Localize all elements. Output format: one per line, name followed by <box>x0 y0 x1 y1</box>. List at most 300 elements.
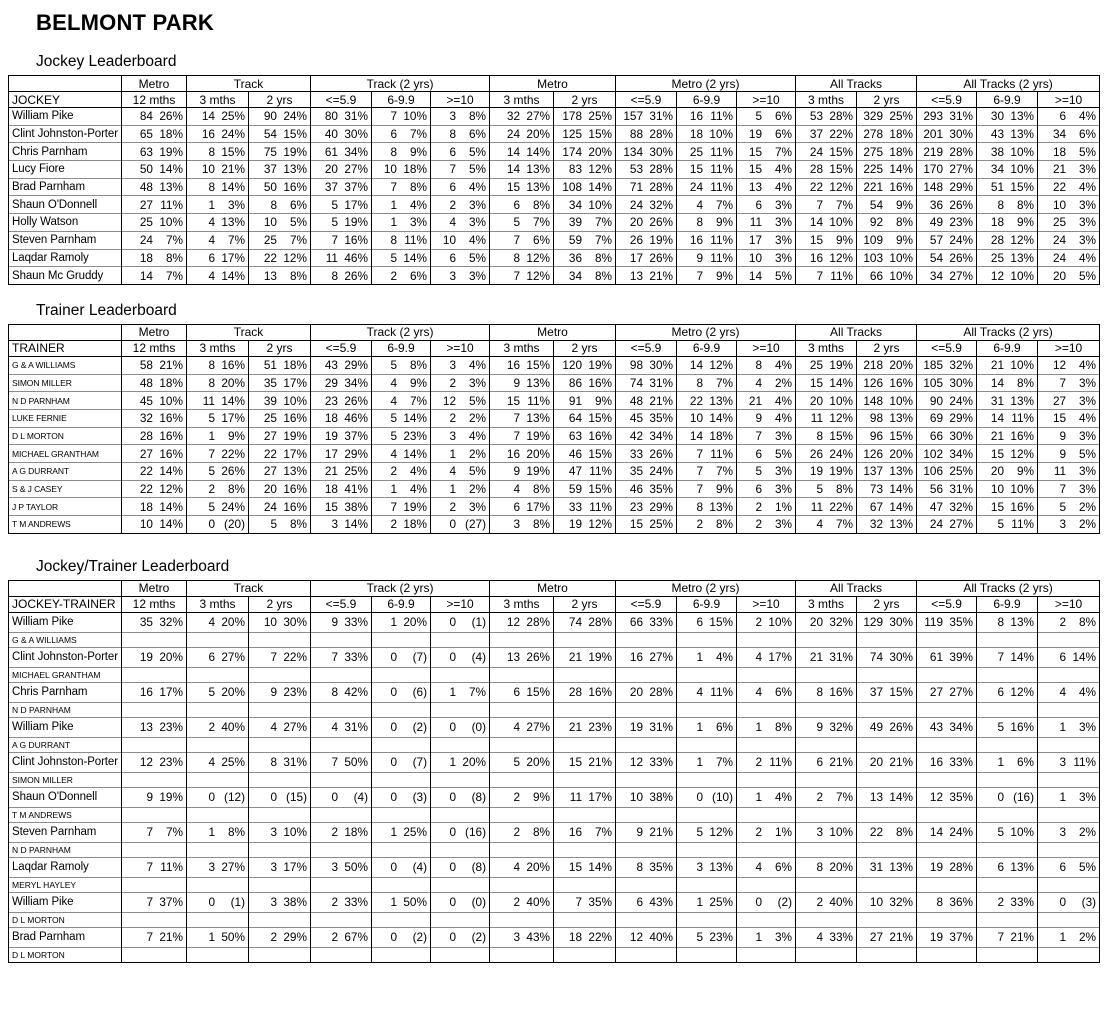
stat-count: 37 <box>869 685 884 700</box>
stat-count: 1 <box>449 446 457 461</box>
stat-count: 2 <box>513 895 521 910</box>
stat-cell <box>1038 822 1100 842</box>
stat-count: 1 <box>208 825 215 840</box>
stat-cell <box>857 214 917 232</box>
empty-cell <box>737 667 796 682</box>
stat-pct: 28% <box>949 144 974 159</box>
empty-cell <box>616 877 677 892</box>
table-row <box>9 196 1100 214</box>
stat-cell <box>677 647 737 667</box>
stat-pct: 31% <box>283 755 307 770</box>
stat-count: 24 <box>1052 250 1067 265</box>
stat-pct: 16% <box>344 233 368 248</box>
stat-count: 1 <box>755 720 763 735</box>
stat-count: 3 <box>449 428 457 443</box>
stat-pct: 3% <box>409 215 427 230</box>
stat-pct: 11% <box>589 464 613 479</box>
stat-cell <box>187 143 249 161</box>
stat-count: 5 <box>816 482 824 497</box>
stat-cell <box>977 161 1038 179</box>
jockey-trainer-leaderboard-table <box>8 580 1100 963</box>
stat-pct: 19% <box>283 144 307 159</box>
stat-count: 3 <box>270 895 277 910</box>
stat-count: 20 <box>1052 268 1067 283</box>
stat-cell <box>616 125 677 143</box>
stat-cell <box>796 498 857 516</box>
stat-cell <box>677 787 737 807</box>
stat-pct: 5% <box>468 144 487 159</box>
stat-cell <box>372 717 431 737</box>
stat-cell <box>737 822 796 842</box>
stat-count: 7 <box>816 197 824 212</box>
stat-cell <box>490 214 554 232</box>
group-header-metro: Metro <box>122 76 187 92</box>
stat-cell <box>616 427 677 445</box>
stat-count: 3 <box>270 860 277 875</box>
stat-cell <box>857 231 917 249</box>
stat-count: 16 <box>689 233 704 248</box>
stat-pct: 9% <box>1016 464 1035 479</box>
stat-count: 5 <box>997 720 1005 735</box>
stat-cell <box>311 108 372 126</box>
stat-pct: 7% <box>532 215 551 230</box>
stat-cell <box>431 682 490 702</box>
stat-count: 39 <box>263 393 277 408</box>
table-row <box>9 857 1100 877</box>
stat-count: 5 <box>696 825 704 840</box>
stat-cell <box>490 682 554 702</box>
stat-cell <box>796 178 857 196</box>
stat-count: 1 <box>755 790 763 805</box>
stat-pct: 4% <box>1079 358 1097 373</box>
stat-pct: 13% <box>526 411 551 426</box>
stat-cell <box>372 822 431 842</box>
empty-cell <box>737 912 796 927</box>
stat-cell <box>737 356 796 374</box>
stat-count: 46 <box>568 446 583 461</box>
stat-count: 16 <box>689 109 704 124</box>
stat-pct: 12% <box>1010 233 1035 248</box>
stat-count: 185 <box>923 358 944 373</box>
stat-cell <box>857 717 917 737</box>
stat-pct: 20% <box>889 358 914 373</box>
stat-pct: 20% <box>829 860 854 875</box>
empty-cell <box>857 737 917 752</box>
table-row <box>9 892 1100 912</box>
stat-pct: 3% <box>774 250 793 265</box>
stat-pct: 2% <box>1079 499 1097 514</box>
stat-pct: 15% <box>588 411 613 426</box>
stat-count: 53 <box>629 162 644 177</box>
stat-count: 10 <box>1052 197 1067 212</box>
stat-cell <box>431 822 490 842</box>
stat-cell <box>372 356 431 374</box>
stat-count: 58 <box>139 358 153 373</box>
stat-pct: 21% <box>1010 930 1035 945</box>
stat-cell <box>1038 857 1100 877</box>
empty-cell <box>796 737 857 752</box>
stat-cell <box>311 498 372 516</box>
stat-pct: 4% <box>774 180 793 195</box>
stat-pct: 11% <box>710 685 734 700</box>
sub-row-trainer-name: A G DURRANT <box>9 737 122 752</box>
stat-count: 2 <box>331 895 338 910</box>
stat-count: 24 <box>929 517 944 532</box>
stat-count: 18 <box>139 250 153 265</box>
stat-pct: 30% <box>283 615 307 630</box>
stat-count: 28 <box>809 162 824 177</box>
stat-count: 8 <box>449 127 457 142</box>
stat-count: 28 <box>990 233 1005 248</box>
stat-count: 1 <box>390 825 397 840</box>
stat-count: 19 <box>139 650 153 665</box>
stat-pct: 19% <box>403 499 427 514</box>
stat-count: 15 <box>689 162 704 177</box>
stat-cell <box>122 787 187 807</box>
empty-cell <box>187 807 249 822</box>
stat-cell <box>187 409 249 427</box>
stat-cell <box>249 647 311 667</box>
stat-cell <box>249 143 311 161</box>
stat-cell <box>616 612 677 632</box>
stat-cell <box>857 445 917 463</box>
stat-cell <box>857 927 917 947</box>
stat-pct: 21% <box>221 162 245 177</box>
stat-pct: 11% <box>710 109 734 124</box>
stat-cell <box>677 427 737 445</box>
stat-count: 12 <box>629 930 644 945</box>
empty-cell <box>122 947 187 962</box>
empty-cell <box>311 912 372 927</box>
stat-cell <box>917 445 977 463</box>
stat-count: 4 <box>696 197 704 212</box>
stat-pct: 13% <box>709 393 734 408</box>
table-row <box>9 647 1100 667</box>
stat-count: 69 <box>929 411 944 426</box>
table-row <box>9 214 1100 232</box>
empty-cell <box>796 912 857 927</box>
empty-cell <box>187 702 249 717</box>
row-name: Lucy Fiore <box>9 161 122 179</box>
stat-pct: 11% <box>1011 411 1035 426</box>
stat-cell <box>490 647 554 667</box>
empty-cell <box>372 807 431 822</box>
row-name: Clint Johnston-Porter <box>9 125 122 143</box>
stat-count: 2 <box>331 930 338 945</box>
stat-count: 14 <box>689 358 704 373</box>
empty-cell <box>796 632 857 647</box>
stat-count: 15 <box>809 233 824 248</box>
empty-cell <box>796 702 857 717</box>
stat-count: 4 <box>513 720 521 735</box>
stat-cell <box>1038 249 1100 267</box>
stat-cell <box>311 612 372 632</box>
stat-cell <box>977 480 1038 498</box>
stat-cell <box>372 231 431 249</box>
stat-pct: 3% <box>774 930 793 945</box>
stat-count: 0 <box>449 825 457 840</box>
stat-count: 19 <box>629 720 644 735</box>
stat-count: 0 <box>449 790 457 805</box>
stat-pct: 28% <box>649 127 674 142</box>
stat-cell <box>187 196 249 214</box>
empty-cell <box>677 947 737 962</box>
stat-pct: 34% <box>949 720 974 735</box>
stat-count: 14 <box>990 375 1005 390</box>
stat-count: 5 <box>997 825 1005 840</box>
row-name: Brad Parnham <box>9 927 122 947</box>
stat-pct: 3% <box>468 215 487 230</box>
row-name: Clint Johnston-Porter <box>9 752 122 772</box>
stat-cell <box>187 927 249 947</box>
stat-count: 54 <box>929 250 944 265</box>
row-name: William Pike <box>9 108 122 126</box>
stat-pct: 11% <box>710 180 734 195</box>
empty-cell <box>249 842 311 857</box>
stat-pct: 7% <box>409 393 427 408</box>
stat-pct: 3% <box>774 197 793 212</box>
stat-count: 8 <box>208 375 215 390</box>
stat-count: 8 <box>636 860 644 875</box>
stat-pct: 32% <box>159 615 183 630</box>
stat-count: 134 <box>623 144 644 159</box>
stat-count: 5 <box>208 464 215 479</box>
stat-cell <box>1038 463 1100 481</box>
empty-cell <box>372 947 431 962</box>
empty-cell <box>311 632 372 647</box>
stat-cell <box>917 267 977 285</box>
stat-count: 8 <box>208 358 215 373</box>
stat-count: 4 <box>331 720 338 735</box>
row-name: MICHAEL GRANTHAM <box>9 445 122 463</box>
stat-count: 54 <box>263 127 277 142</box>
empty-cell <box>796 877 857 892</box>
stat-count: 43 <box>324 358 338 373</box>
stat-pct: 13% <box>889 464 914 479</box>
row-name: Chris Parnham <box>9 143 122 161</box>
stat-count: 27 <box>263 464 277 479</box>
column-header-6-9-9: 6-9.9 <box>977 92 1038 108</box>
stat-cell <box>1038 647 1100 667</box>
stat-count: 201 <box>923 127 944 142</box>
column-header-6-9-9: 6-9.9 <box>677 596 737 612</box>
stat-cell <box>677 445 737 463</box>
stat-cell <box>554 267 616 285</box>
empty-cell <box>187 667 249 682</box>
jockey-leaderboard-title: Jockey Leaderboard <box>36 53 177 70</box>
table-row <box>9 445 1100 463</box>
stat-pct: 33% <box>344 650 368 665</box>
stat-count: 170 <box>923 162 944 177</box>
stat-cell <box>372 196 431 214</box>
stat-count: 74 <box>568 615 583 630</box>
stat-cell <box>122 249 187 267</box>
stat-count: 6 <box>390 127 397 142</box>
stat-cell <box>977 927 1038 947</box>
stat-cell <box>122 682 187 702</box>
stat-pct: 33% <box>649 755 674 770</box>
stat-cell <box>737 927 796 947</box>
stat-pct: 21% <box>649 268 674 283</box>
stat-count: 1 <box>696 720 704 735</box>
stat-count: 65 <box>139 127 153 142</box>
empty-cell <box>796 807 857 822</box>
stat-count: 35 <box>629 464 644 479</box>
empty-cell <box>677 702 737 717</box>
row-name: N D PARNHAM <box>9 392 122 410</box>
stat-pct: 18% <box>709 428 734 443</box>
stat-pct: 7% <box>289 233 307 248</box>
stat-pct: 4% <box>1079 685 1097 700</box>
empty-cell <box>490 632 554 647</box>
stat-pct: 20% <box>462 755 487 770</box>
stat-pct: 3% <box>1079 215 1097 230</box>
stat-pct: 7% <box>227 233 245 248</box>
stat-pct: 34% <box>949 446 974 461</box>
empty-cell <box>796 842 857 857</box>
stat-count: 13 <box>629 268 644 283</box>
stat-count: 12 <box>1052 358 1067 373</box>
column-header-2-yrs: 2 yrs <box>249 340 311 356</box>
stat-pct: 13% <box>1010 860 1035 875</box>
stat-cell <box>431 143 490 161</box>
stat-cell <box>917 498 977 516</box>
stat-cell <box>737 178 796 196</box>
stat-pct: 5% <box>468 393 487 408</box>
stat-cell <box>677 178 737 196</box>
stat-pct: 11% <box>589 499 613 514</box>
stat-cell <box>616 927 677 947</box>
stat-cell <box>372 480 431 498</box>
stat-count: 129 <box>863 615 884 630</box>
stat-pct: 24% <box>221 499 245 514</box>
stat-pct: 6% <box>289 197 307 212</box>
stat-pct: 25% <box>221 109 245 124</box>
empty-cell <box>616 842 677 857</box>
stat-cell <box>796 480 857 498</box>
stat-cell <box>977 374 1038 392</box>
empty-cell <box>187 772 249 787</box>
stat-count: 54 <box>869 197 884 212</box>
empty-cell <box>616 737 677 752</box>
stat-cell <box>431 231 490 249</box>
stat-pct: 12% <box>526 250 551 265</box>
stat-pct: 28% <box>649 180 674 195</box>
stat-pct: 12% <box>709 825 734 840</box>
stat-count: 20 <box>324 162 338 177</box>
stat-cell <box>917 927 977 947</box>
stat-count: 14 <box>748 268 763 283</box>
stat-cell <box>249 480 311 498</box>
stat-count: 4 <box>449 464 457 479</box>
stat-cell <box>796 857 857 877</box>
column-header-6-9-9: 6-9.9 <box>372 340 431 356</box>
stat-pct: 31% <box>949 482 974 497</box>
name-column-header: TRAINER <box>9 340 122 356</box>
stat-cell <box>857 409 917 427</box>
stat-count: 34 <box>568 197 583 212</box>
stat-cell <box>677 752 737 772</box>
stat-pct: 7% <box>715 755 734 770</box>
stat-count: 47 <box>568 464 583 479</box>
stat-pct: 26% <box>649 250 674 265</box>
stat-count: 7 <box>390 180 397 195</box>
stat-count: 6 <box>755 446 763 461</box>
sub-row-trainer-name: T M ANDREWS <box>9 807 122 822</box>
stat-cell <box>616 214 677 232</box>
group-header-all-tracks: All Tracks <box>796 324 917 340</box>
stat-count: 20 <box>869 755 884 770</box>
stat-cell <box>917 143 977 161</box>
stat-cell <box>917 161 977 179</box>
stat-pct: 24% <box>949 233 974 248</box>
column-header-5-9: <=5.9 <box>917 92 977 108</box>
stat-pct: 2% <box>468 411 487 426</box>
stat-cell <box>857 427 917 445</box>
stat-count: 7 <box>513 233 521 248</box>
stat-cell <box>122 612 187 632</box>
stat-pct: (4) <box>412 860 427 875</box>
empty-cell <box>122 702 187 717</box>
stat-count: 19 <box>929 930 944 945</box>
empty-cell <box>490 947 554 962</box>
stat-cell <box>616 717 677 737</box>
empty-cell <box>1038 772 1100 787</box>
stat-count: 0 <box>449 517 457 532</box>
stat-cell <box>490 822 554 842</box>
stat-pct: 7% <box>715 464 734 479</box>
empty-cell <box>249 702 311 717</box>
stat-count: 3 <box>449 268 457 283</box>
column-header-2-yrs: 2 yrs <box>857 92 917 108</box>
trainer-sub-row <box>9 947 1100 962</box>
empty-cell <box>249 912 311 927</box>
stat-count: 1 <box>696 650 704 665</box>
stat-pct: (16) <box>465 825 487 840</box>
stat-cell <box>796 647 857 667</box>
empty-cell <box>857 667 917 682</box>
stat-count: 24 <box>689 180 704 195</box>
stat-cell <box>249 892 311 912</box>
stat-cell <box>737 445 796 463</box>
empty-cell <box>122 737 187 752</box>
stat-pct: 20% <box>526 446 551 461</box>
stat-count: 0 <box>696 790 704 805</box>
stat-cell <box>857 143 917 161</box>
corner-cell <box>9 580 122 596</box>
empty-cell <box>187 737 249 752</box>
stat-pct: 25% <box>588 109 613 124</box>
stat-pct: 31% <box>649 720 674 735</box>
stat-pct: 10% <box>588 197 613 212</box>
stat-pct: 10% <box>1010 144 1035 159</box>
stat-pct: 16% <box>829 685 854 700</box>
stat-cell <box>796 516 857 534</box>
stat-cell <box>737 752 796 772</box>
stat-cell <box>431 892 490 912</box>
stat-cell <box>249 427 311 445</box>
stat-cell <box>737 108 796 126</box>
stat-count: 74 <box>869 650 884 665</box>
trainer-sub-row <box>9 912 1100 927</box>
empty-cell <box>917 877 977 892</box>
stat-cell <box>187 445 249 463</box>
stat-cell <box>917 214 977 232</box>
stat-pct: 13% <box>709 860 734 875</box>
stat-count: 28 <box>139 428 153 443</box>
stat-pct: 23% <box>159 755 183 770</box>
stat-count: 11 <box>810 411 824 426</box>
